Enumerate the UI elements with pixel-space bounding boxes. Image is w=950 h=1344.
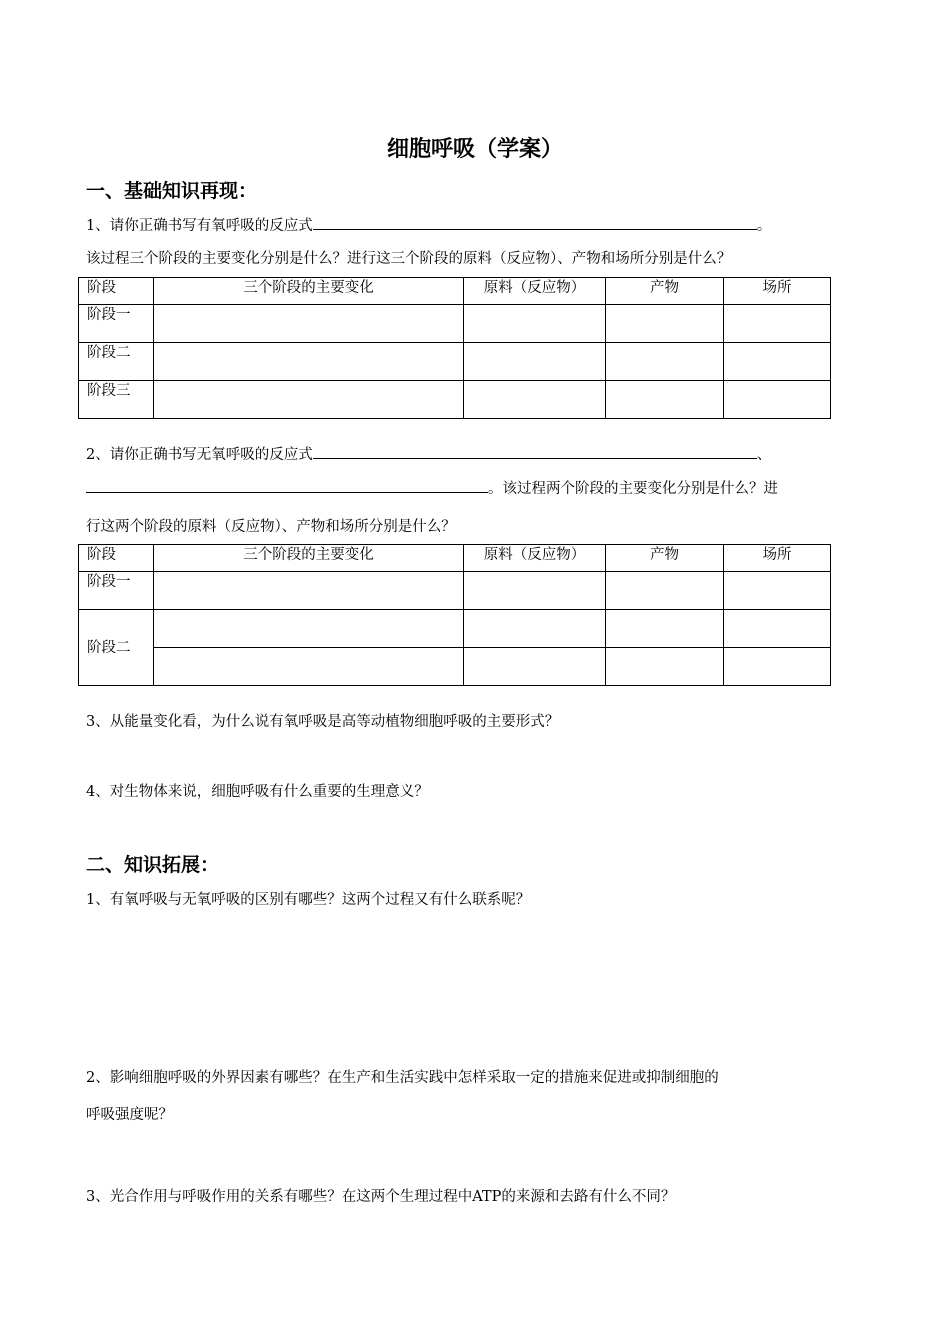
- s2-q3: 3、光合作用与呼吸作用的关系有哪些？在这两个生理过程中ATP的来源和去路有什么不同？: [86, 1189, 676, 1205]
- table-row: [79, 343, 831, 381]
- answer-cell[interactable]: [724, 610, 831, 648]
- section1-heading: 一、基础知识再现：: [86, 180, 258, 202]
- answer-cell[interactable]: [464, 572, 606, 610]
- table-header-cell: 三个阶段的主要变化: [154, 278, 464, 305]
- s1-q2-question: 行这两个阶段的原料（反应物）、产物和场所分别是什么？: [86, 519, 456, 535]
- row-label: 阶段一: [79, 572, 154, 610]
- s1-q1-line: [86, 214, 771, 235]
- table-header-cell: 阶段: [79, 278, 154, 305]
- table-aerobic: [78, 277, 831, 419]
- s1-q1-suffix: 。: [756, 218, 772, 234]
- row-label: 阶段三: [79, 381, 154, 419]
- answer-cell[interactable]: [464, 381, 606, 419]
- table-header-cell: 场所: [724, 545, 831, 572]
- row-label: 阶段二: [79, 610, 154, 686]
- answer-cell[interactable]: [724, 572, 831, 610]
- answer-cell[interactable]: [606, 572, 724, 610]
- table-row: [79, 305, 831, 343]
- s1-q4: 4、对生物体来说，细胞呼吸有什么重要的生理意义？: [86, 784, 429, 800]
- answer-cell[interactable]: [606, 610, 724, 648]
- answer-cell[interactable]: [154, 610, 464, 648]
- s2-q2-line2: 呼吸强度呢？: [86, 1107, 173, 1123]
- s2-q2-line1: 2、影响细胞呼吸的外界因素有哪些？在生产和生活实践中怎样采取一定的措施来促进或抑制细胞的: [86, 1070, 719, 1086]
- answer-cell[interactable]: [464, 343, 606, 381]
- answer-cell[interactable]: [724, 305, 831, 343]
- s1-q2-suffix1: 、: [756, 447, 772, 463]
- answer-cell[interactable]: [606, 381, 724, 419]
- answer-cell[interactable]: [154, 572, 464, 610]
- table-header-cell: 产物: [606, 545, 724, 572]
- table-row: [79, 610, 831, 648]
- answer-cell[interactable]: [724, 343, 831, 381]
- row-label: 阶段一: [79, 305, 154, 343]
- answer-cell[interactable]: [464, 305, 606, 343]
- table-header-cell: 阶段: [79, 545, 154, 572]
- s1-q2-answer-blank-2[interactable]: [86, 478, 488, 493]
- s1-q2-answer-blank-1[interactable]: [313, 444, 757, 459]
- s1-q1-question: 该过程三个阶段的主要变化分别是什么？进行这三个阶段的原料（反应物）、产物和场所分别是什么？: [86, 251, 732, 267]
- table-header-cell: 三个阶段的主要变化: [154, 545, 464, 572]
- answer-cell[interactable]: [724, 648, 831, 686]
- s1-q2-line1: [86, 443, 771, 464]
- s1-q3: 3、从能量变化看，为什么说有氧呼吸是高等动植物细胞呼吸的主要形式？: [86, 714, 560, 730]
- answer-cell[interactable]: [606, 648, 724, 686]
- table-header-cell: 原料（反应物）: [464, 545, 606, 572]
- answer-cell[interactable]: [154, 648, 464, 686]
- s2-q1: 1、有氧呼吸与无氧呼吸的区别有哪些？这两个过程又有什么联系呢？: [86, 892, 531, 908]
- table-header-cell: 原料（反应物）: [464, 278, 606, 305]
- table-row: [79, 572, 831, 610]
- row-label: 阶段二: [79, 343, 154, 381]
- s1-q2-line2: [86, 477, 778, 498]
- table-anaerobic: [78, 544, 831, 686]
- table-row: [79, 648, 831, 686]
- answer-cell[interactable]: [464, 648, 606, 686]
- table-header-cell: 场所: [724, 278, 831, 305]
- answer-cell[interactable]: [606, 343, 724, 381]
- answer-cell[interactable]: [154, 381, 464, 419]
- s1-q2-prefix: 2、请你正确书写无氧呼吸的反应式: [86, 447, 313, 463]
- section2-heading: 二、知识拓展：: [86, 854, 220, 876]
- s1-q2-suffix2: 。该过程两个阶段的主要变化分别是什么？进: [488, 481, 778, 497]
- answer-cell[interactable]: [724, 381, 831, 419]
- answer-cell[interactable]: [154, 343, 464, 381]
- answer-cell[interactable]: [464, 610, 606, 648]
- s1-q1-answer-blank[interactable]: [313, 215, 757, 230]
- answer-cell[interactable]: [154, 305, 464, 343]
- table-row: [79, 381, 831, 419]
- answer-cell[interactable]: [606, 305, 724, 343]
- s1-q1-prefix: 1、请你正确书写有氧呼吸的反应式: [86, 218, 313, 234]
- page-title: 细胞呼吸（学案）: [386, 136, 563, 162]
- table-header-cell: 产物: [606, 278, 724, 305]
